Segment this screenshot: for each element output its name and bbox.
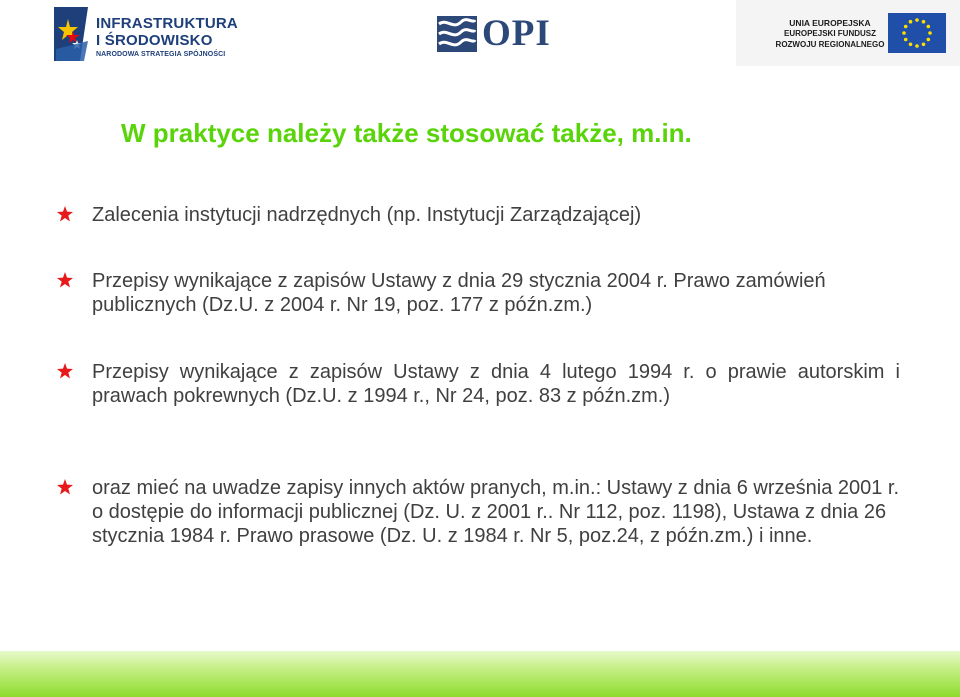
opi-logo bbox=[437, 14, 567, 52]
slide-title: W praktyce należy także stosować także, m.in. bbox=[121, 118, 692, 148]
infrastruktura-emblem-icon bbox=[52, 5, 92, 63]
opi-logo-text: OPI bbox=[482, 13, 551, 54]
infrastruktura-logo bbox=[52, 5, 238, 63]
bullet-item bbox=[92, 476, 900, 548]
bullet-text: Przepisy wynikające z zapisów Ustawy z dnia 29 stycznia 2004 r. Prawo zamówień publicznych (Dz.U. z 2004 r. Nr 19, poz. 177 z późn.zm.) bbox=[92, 270, 826, 316]
star-bullet-icon bbox=[57, 206, 73, 222]
bullet-text: Przepisy wynikające z zapisów Ustawy z dnia 4 lutego 1994 r. o prawie autorskim i prawach pokrewnych (Dz.U. z 1994 r., Nr 24, poz. 83 z późn.zm.) bbox=[92, 361, 900, 407]
star-bullet-icon bbox=[57, 272, 73, 288]
opi-emblem-icon bbox=[437, 16, 477, 52]
eu-logo-line1: UNIA EUROPEJSKA bbox=[789, 18, 871, 28]
bullet-text: oraz mieć na uwadze zapisy innych aktów pranych, m.in.: Ustawy z dnia 6 września 2001 r. o dostępie do informacji publicznej (Dz. U. z 2001 r.. Nr 112, poz. 1198), Ustawa z dnia 26 stycznia 1984 r. Prawo prasowe (Dz. U. z 1984 r. Nr 5, poz.24, z późn.zm.) i inne. bbox=[92, 477, 900, 547]
infra-logo-line3: NARODOWA STRATEGIA SPÓJNOŚCI bbox=[96, 51, 226, 58]
star-bullet-icon bbox=[57, 363, 73, 379]
star-bullet-icon bbox=[57, 479, 73, 495]
infra-logo-line2: I ŚRODOWISKO bbox=[96, 32, 213, 49]
bullet-text: Zalecenia instytucji nadrzędnych (np. Instytucji Zarządzającej) bbox=[92, 204, 642, 226]
eu-flag-icon bbox=[888, 13, 946, 53]
bullet-item bbox=[92, 269, 900, 317]
eu-logo-line3: ROZWOJU REGIONALNEGO bbox=[775, 40, 885, 49]
eu-logo bbox=[736, 0, 960, 66]
bullet-item bbox=[92, 360, 900, 408]
header bbox=[0, 0, 960, 70]
infra-logo-line1: INFRASTRUKTURA bbox=[96, 15, 238, 32]
footer-bar bbox=[0, 651, 960, 697]
bullet-item bbox=[92, 203, 900, 227]
eu-logo-line2: EUROPEJSKI FUNDUSZ bbox=[783, 29, 876, 38]
